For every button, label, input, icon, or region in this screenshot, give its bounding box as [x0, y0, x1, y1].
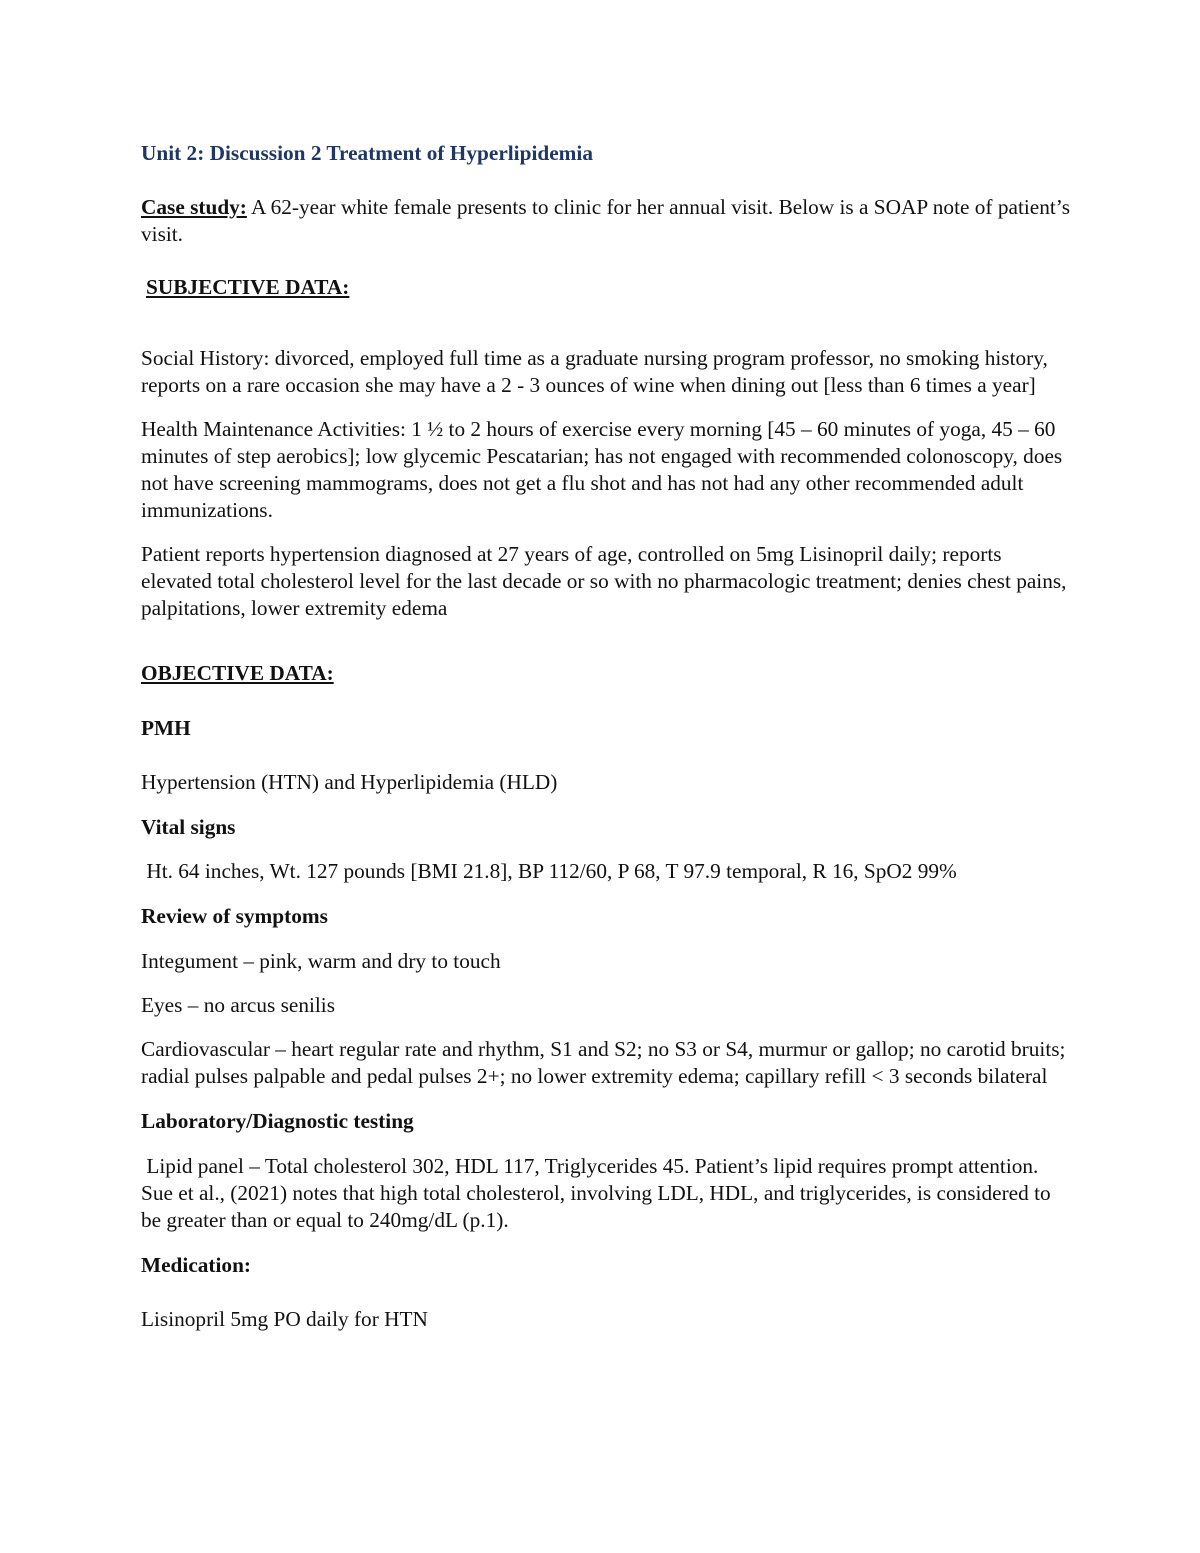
review-of-symptoms-heading: Review of symptoms — [141, 904, 328, 928]
lab-heading: Laboratory/Diagnostic testing — [141, 1109, 414, 1133]
medication-heading: Medication: — [141, 1253, 252, 1277]
objective-heading: OBJECTIVE DATA: — [141, 661, 334, 685]
subjective-heading: SUBJECTIVE DATA: — [146, 275, 350, 299]
health-maintenance-paragraph: Health Maintenance Activities: 1 ½ to 2 hours of exercise every morning [45 – 60 minutes of yoga, 45 – 60 minutes of step aerobics]; low glycemic Pescatarian; has not engaged with recommended colonoscopy, does not have screening mammograms, does not get a flu shot and has not had any other recommended adult immunizations. — [141, 417, 1063, 522]
pmh-heading: PMH — [141, 716, 191, 740]
medication-text: Lisinopril 5mg PO daily for HTN — [141, 1307, 428, 1331]
patient-reports-paragraph: Patient reports hypertension diagnosed at 27 years of age, controlled on 5mg Lisinopril daily; reports elevated total cholesterol level for the last decade or so with no pharmacologic treatment; denies chest pains, palpitations, lower extremity edema — [141, 542, 1067, 620]
vital-signs-text: Ht. 64 inches, Wt. 127 pounds [BMI 21.8], BP 112/60, P 68, T 97.9 temporal, R 16, SpO2 99% — [141, 859, 957, 883]
pmh-text: Hypertension (HTN) and Hyperlipidemia (HLD) — [141, 770, 558, 794]
vital-signs-heading: Vital signs — [141, 815, 236, 839]
document-title: Unit 2: Discussion 2 Treatment of Hyperlipidemia — [141, 141, 593, 165]
lab-text: Lipid panel – Total cholesterol 302, HDL 117, Triglycerides 45. Patient’s lipid requires prompt attention. Sue et al., (2021) notes that high total cholesterol, involving LDL, HDL, and triglycerides, is considered to be greater than or equal to 240mg/dL (p.1). — [141, 1154, 1056, 1232]
ros-integument: Integument – pink, warm and dry to touch — [141, 949, 501, 973]
social-history-paragraph: Social History: divorced, employed full time as a graduate nursing program professor, no smoking history, reports on a rare occasion she may have a 2 - 3 ounces of wine when dining out [less than 6 times a year] — [141, 346, 1048, 397]
case-study-text: A 62-year white female presents to clinic for her annual visit. Below is a SOAP note of patient’s visit. — [141, 195, 1070, 246]
ros-cardiovascular: Cardiovascular – heart regular rate and rhythm, S1 and S2; no S3 or S4, murmur or gallop; no carotid bruits; radial pulses palpable and pedal pulses 2+; no lower extremity edema; capillary refill < 3 seconds bilateral — [141, 1037, 1066, 1088]
case-study-paragraph — [141, 194, 1071, 248]
document-body — [141, 140, 1071, 1333]
ros-eyes: Eyes – no arcus senilis — [141, 993, 336, 1017]
case-study-label: Case study: — [141, 195, 247, 219]
